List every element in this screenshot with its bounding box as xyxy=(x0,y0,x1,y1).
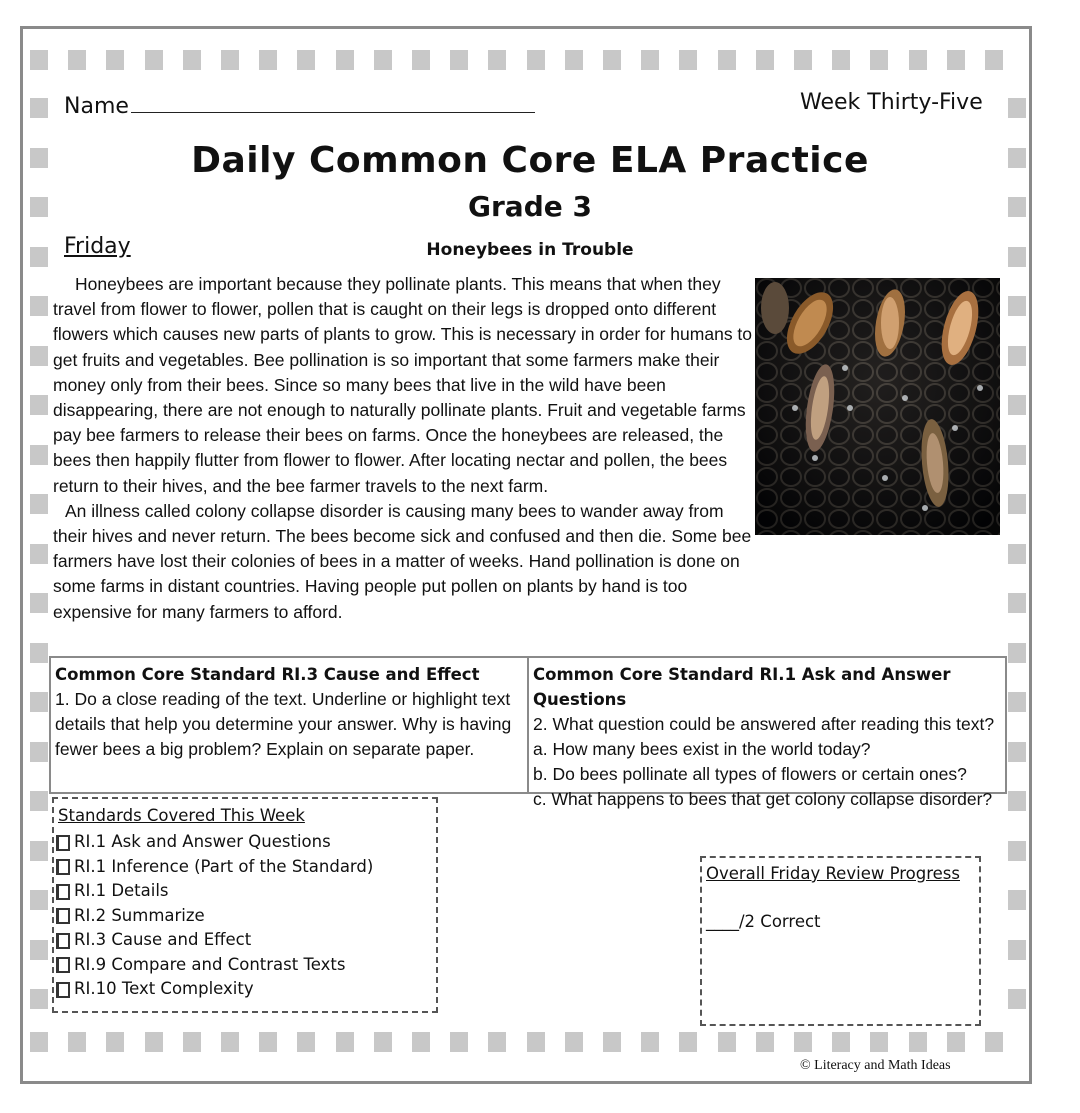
border-square xyxy=(603,50,621,70)
border-square xyxy=(603,1032,621,1052)
border-square xyxy=(1008,791,1026,811)
day-label: Friday xyxy=(64,234,131,259)
border-square xyxy=(1008,643,1026,663)
border-square xyxy=(909,1032,927,1052)
border-square xyxy=(718,1032,736,1052)
name-label: Name xyxy=(64,94,129,119)
border-square xyxy=(1008,742,1026,762)
border-square xyxy=(488,50,506,70)
photo-illustration xyxy=(755,278,1000,535)
checkbox[interactable] xyxy=(56,982,70,998)
border-square xyxy=(412,50,430,70)
name-field xyxy=(64,90,535,119)
progress-score: ____/2 Correct xyxy=(706,912,821,931)
question-1-cell xyxy=(51,658,529,792)
border-square xyxy=(718,50,736,70)
border-square xyxy=(183,50,201,70)
answer-option-c[interactable]: c. What happens to bees that get colony collapse disorder? xyxy=(533,789,993,809)
border-square xyxy=(30,296,48,316)
standards-list xyxy=(56,830,373,1002)
border-square xyxy=(336,50,354,70)
border-square xyxy=(259,50,277,70)
border-square xyxy=(1008,445,1026,465)
standard-item: RI.1 Ask and Answer Questions xyxy=(56,830,373,855)
border-square xyxy=(259,1032,277,1052)
border-square xyxy=(30,841,48,861)
passage-title: Honeybees in Trouble xyxy=(426,240,634,260)
standard-item: RI.1 Details xyxy=(56,879,373,904)
week-label: Week Thirty-Five xyxy=(800,90,983,115)
border-square xyxy=(30,494,48,514)
border-square xyxy=(450,1032,468,1052)
name-blank-line xyxy=(131,90,535,113)
border-square xyxy=(30,593,48,613)
progress-heading: Overall Friday Review Progress xyxy=(706,864,960,883)
border-square xyxy=(527,1032,545,1052)
border-square xyxy=(412,1032,430,1052)
border-square xyxy=(450,50,468,70)
border-square xyxy=(527,50,545,70)
border-square xyxy=(488,1032,506,1052)
border-square xyxy=(1008,395,1026,415)
border-square xyxy=(145,1032,163,1052)
border-square xyxy=(1008,841,1026,861)
border-square xyxy=(30,1032,48,1052)
standard-item: RI.10 Text Complexity xyxy=(56,977,373,1002)
checkbox[interactable] xyxy=(56,957,70,973)
passage-paragraph-2: An illness called colony collapse disorder is causing many bees to wander away from their hives and never return. The bees become sick and confused and then die. Some bee farmers have lost their colonies of bees in a matter of weeks. Hand pollination is done on some farms in distant countries. Having people put pollen on plants by hand is too expensive for many farmers to afford. xyxy=(53,500,752,622)
copyright-notice: © Literacy and Math Ideas xyxy=(800,1058,951,1073)
border-square xyxy=(1008,494,1026,514)
standard-item: RI.1 Inference (Part of the Standard) xyxy=(56,855,373,880)
border-square xyxy=(106,1032,124,1052)
border-square xyxy=(30,742,48,762)
border-square xyxy=(1008,247,1026,267)
border-square xyxy=(870,1032,888,1052)
border-square xyxy=(947,1032,965,1052)
border-square xyxy=(641,1032,659,1052)
border-square xyxy=(336,1032,354,1052)
answer-option-a[interactable]: a. How many bees exist in the world today? xyxy=(533,739,871,759)
border-square xyxy=(106,50,124,70)
border-square xyxy=(1008,544,1026,564)
border-square xyxy=(30,989,48,1009)
passage-paragraph-1: Honeybees are important because they pollinate plants. This means that when they travel from flower to flower, pollen that is caught on their legs is dropped onto different flowers which causes new parts of plants to grow. This is necessary in order for humans to get fruits and vegetables. Bee pollination is so important that some farmers make their money only from their bees. Since so many bees that live in the wild have been disappearing, there are not enough to naturally pollinate plants. Fruit and vegetable farms pay bee farmers to release their bees on farms. Once the honeybees are released, the bees then happily flutter from flower to flower. After locating nectar and pollen, the bees return to their hives, and the bee farmer travels to the next farm. xyxy=(53,274,753,496)
question-1-standard: Common Core Standard RI.3 Cause and Effect xyxy=(55,665,480,684)
border-square xyxy=(1008,989,1026,1009)
border-square xyxy=(30,395,48,415)
border-square xyxy=(756,50,774,70)
border-square xyxy=(870,50,888,70)
border-square xyxy=(30,346,48,366)
border-square xyxy=(30,445,48,465)
border-square xyxy=(679,50,697,70)
passage-text xyxy=(53,272,755,625)
border-square xyxy=(565,50,583,70)
border-square xyxy=(30,50,48,70)
checkbox[interactable] xyxy=(56,933,70,949)
border-square xyxy=(30,692,48,712)
border-square xyxy=(756,1032,774,1052)
border-square xyxy=(1008,692,1026,712)
border-square xyxy=(374,1032,392,1052)
border-square xyxy=(30,791,48,811)
questions-table xyxy=(49,656,1007,809)
checkbox[interactable] xyxy=(56,908,70,924)
border-square xyxy=(68,50,86,70)
checkbox[interactable] xyxy=(56,859,70,875)
border-square xyxy=(30,544,48,564)
border-square xyxy=(68,1032,86,1052)
border-square xyxy=(374,50,392,70)
standard-item: RI.3 Cause and Effect xyxy=(56,928,373,953)
border-square xyxy=(1008,593,1026,613)
standard-item: RI.2 Summarize xyxy=(56,904,373,929)
border-square xyxy=(1008,940,1026,960)
standard-item: RI.9 Compare and Contrast Texts xyxy=(56,953,373,978)
question-2-cell xyxy=(529,658,1005,809)
border-square xyxy=(221,50,239,70)
border-square xyxy=(297,50,315,70)
border-square xyxy=(30,643,48,663)
border-square xyxy=(145,50,163,70)
border-square xyxy=(832,1032,850,1052)
border-square xyxy=(30,247,48,267)
grade-label: Grade 3 xyxy=(468,190,592,223)
honeycomb-bees-photo xyxy=(755,278,1000,535)
border-square xyxy=(1008,346,1026,366)
border-square xyxy=(641,50,659,70)
question-2-text: 2. What question could be answered after reading this text? xyxy=(533,714,995,734)
border-square xyxy=(794,50,812,70)
border-square xyxy=(221,1032,239,1052)
border-square xyxy=(832,50,850,70)
border-square xyxy=(1008,296,1026,316)
border-square xyxy=(30,940,48,960)
border-square xyxy=(985,1032,1003,1052)
page-title: Daily Common Core ELA Practice xyxy=(191,140,869,181)
border-square xyxy=(30,98,48,118)
question-2-standard: Common Core Standard RI.1 Ask and Answer Questions xyxy=(533,665,951,709)
border-square xyxy=(297,1032,315,1052)
border-square xyxy=(909,50,927,70)
border-square xyxy=(30,890,48,910)
border-square xyxy=(183,1032,201,1052)
border-square xyxy=(565,1032,583,1052)
standards-heading: Standards Covered This Week xyxy=(58,806,305,825)
checkbox[interactable] xyxy=(56,884,70,900)
border-square xyxy=(985,50,1003,70)
border-square xyxy=(1008,890,1026,910)
border-square xyxy=(794,1032,812,1052)
border-square xyxy=(1008,98,1026,118)
answer-option-b[interactable]: b. Do bees pollinate all types of flowers or certain ones? xyxy=(533,764,967,784)
border-square xyxy=(679,1032,697,1052)
border-square xyxy=(947,50,965,70)
question-1-text: 1. Do a close reading of the text. Underline or highlight text details that help you determine your answer. Why is having fewer bees a big problem? Explain on separate paper. xyxy=(55,689,512,759)
checkbox[interactable] xyxy=(56,835,70,851)
